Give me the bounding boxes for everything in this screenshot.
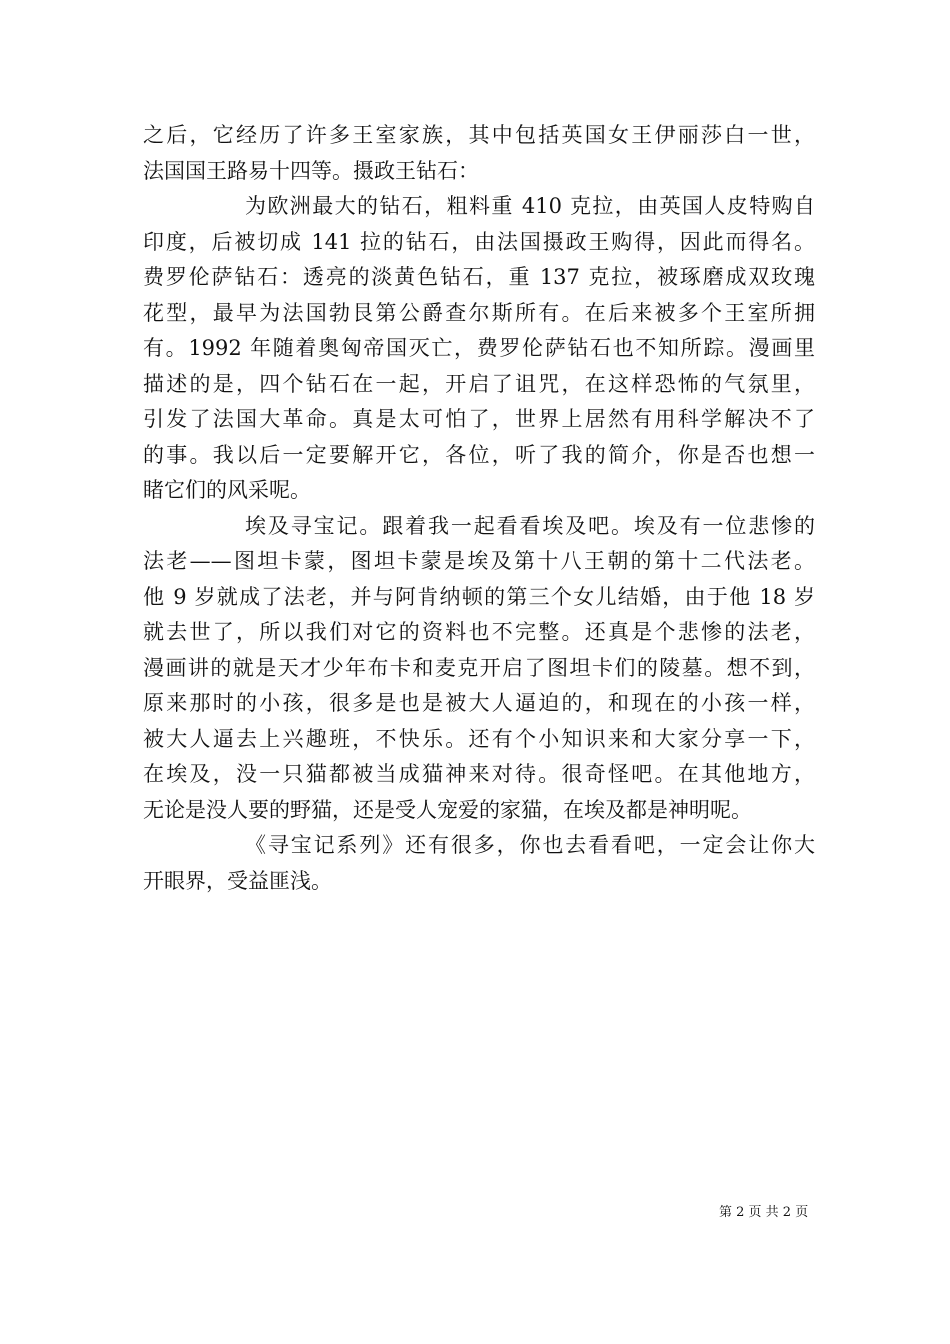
- text-line: 睹它们的风采呢。: [143, 478, 311, 502]
- text-line: 原来那时的小孩，很多是也是被大人逼迫的，和现在的小孩一样，: [143, 691, 815, 715]
- text-line: 描述的是，四个钻石在一起，开启了诅咒，在这样恐怖的气氛里，: [143, 371, 815, 396]
- text-line: 无论是没人要的野猫，还是受人宠爱的家猫，在埃及都是神明呢。: [143, 797, 752, 822]
- text-line: 《寻宝记系列》还有很多，你也去看看吧，一定会让你大: [245, 833, 815, 857]
- text-line: 埃及寻宝记。跟着我一起看看埃及吧。埃及有一位悲惨的: [245, 513, 815, 538]
- text-line: 花型，最早为法国勃艮第公爵查尔斯所有。在后来被多个王室所拥: [143, 300, 815, 325]
- text-line: 开眼界，受益匪浅。: [143, 868, 332, 893]
- text-line: 他 9 岁就成了法老，并与阿肯纳顿的第三个女儿结婚，由于他 18 岁: [143, 584, 815, 609]
- text-line: 漫画讲的就是天才少年布卡和麦克开启了图坦卡们的陵墓。想不到，: [143, 655, 815, 680]
- text-line: 为欧洲最大的钻石，粗料重 410 克拉，由英国人皮特购自: [245, 194, 815, 218]
- text-line: 被大人逼去上兴趣班，不快乐。还有个小知识来和大家分享一下，: [143, 726, 815, 751]
- body-text: [143, 118, 815, 899]
- text-line: 法国国王路易十四等。摄政王钻石：: [143, 158, 479, 183]
- text-line: 费罗伦萨钻石：透亮的淡黄色钻石，重 137 克拉，被琢磨成双玫瑰: [143, 265, 815, 289]
- text-line: 之后，它经历了许多王室家族，其中包括英国女王伊丽莎白一世，: [143, 123, 815, 147]
- text-line: 在埃及，没一只猫都被当成猫神来对待。很奇怪吧。在其他地方，: [143, 762, 815, 786]
- text-line: 有。1992 年随着奥匈帝国灭亡，费罗伦萨钻石也不知所踪。漫画里: [143, 336, 815, 360]
- text-line: 印度，后被切成 141 拉的钻石，由法国摄政王购得，因此而得名。: [143, 229, 815, 254]
- text-line: 的事。我以后一定要解开它，各位，听了我的简介，你是否也想一: [143, 442, 815, 467]
- page-number: 第 2 页 共 2 页: [719, 1205, 809, 1220]
- text-line: 就去世了，所以我们对它的资料也不完整。还真是个悲惨的法老，: [143, 620, 815, 644]
- text-line: 引发了法国大革命。真是太可怕了，世界上居然有用科学解决不了: [143, 407, 815, 431]
- text-line: 法老——图坦卡蒙，图坦卡蒙是埃及第十八王朝的第十二代法老。: [143, 549, 815, 573]
